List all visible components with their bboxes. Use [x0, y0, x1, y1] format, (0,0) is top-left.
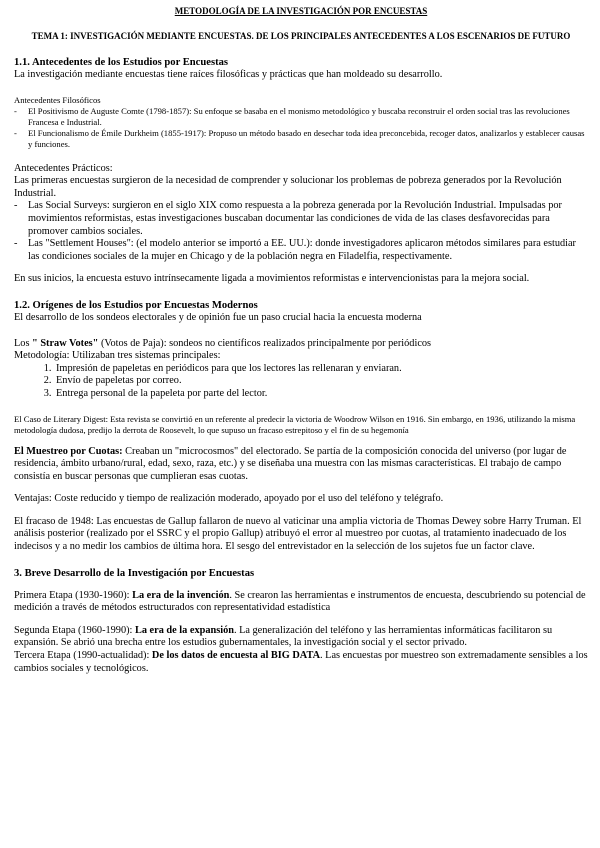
stage-1-rest: . Se crearon las herramientas e instrumentos de encuesta, descubriendo su potencial de medición a través de métodos estructurados con representatividad estadística	[14, 589, 586, 614]
list-item: 3. Entrega personal de la papeleta por parte del lector.	[54, 388, 588, 401]
stage-3-term: De los datos de encuesta al BIG DATA	[151, 650, 321, 662]
section-heading-1-1: 1.1. Antecedentes de los Estudios por Encuestas	[14, 57, 229, 68]
practical-label: Antecedentes Prácticos:	[14, 162, 113, 174]
failure-1948-paragraph: El fracaso de 1948: Las encuestas de Gallup fallaron de nuevo al vaticinar una amplia victoria de Thomas Dewey sobre Harry Truman. El análisis posterior (realizado por el SSRC y el propio Gallup) atribuyó el error al muestreo por cuotas, al tratamiento inadecuado de los indecisos y a no medir los cambios de última hora. El sesgo del entrevistador en la selección de los sujetos fue un factor clave.	[14, 515, 582, 553]
section-1-1-closing: En sus inicios, la encuesta estuvo intrínsecamente ligada a movimientos reformistas e intervencionistas para la mejora social.	[14, 273, 530, 285]
section-1-1-intro: La investigación mediante encuestas tiene raíces filosóficas y prácticas que han moldeado su desarrollo.	[14, 69, 443, 80]
advantages-paragraph: Ventajas: Coste reducido y tiempo de realización moderado, apoyado por el uso del teléfono y telégrafo.	[14, 493, 444, 505]
philosophical-label: Antecedentes Filosóficos	[14, 94, 101, 105]
practical-list	[14, 200, 588, 263]
stage-1-term: La era de la invención	[132, 589, 230, 601]
stage-3-paragraph	[14, 650, 588, 675]
list-item: - Las Social Surveys: surgieron en el siglo XIX como respuesta a la pobreza generada por la Revolución Industrial. Impulsadas por movimientos reformistas, estas investigaciones buscaban documentar las condiciones de vida de las clases desfavorecidas para promover cambios sociales.	[14, 200, 588, 238]
quota-term: El Muestreo por Cuotas:	[14, 445, 123, 457]
list-item: 2. Envío de papeletas por correo.	[54, 375, 588, 388]
stage-3-rest: . Las encuestas por muestreo son extremadamente sensibles a los cambios sociales y tecnológicos.	[14, 650, 588, 674]
stage-2-prefix: Segunda Etapa (1960-1990):	[14, 624, 135, 636]
philosophical-list	[14, 106, 588, 150]
straw-votes-paragraph	[14, 338, 588, 351]
section-heading-1-2: 1.2. Orígenes de los Estudios por Encuestas Modernos	[14, 299, 258, 311]
document-title: METODOLOGÍA DE LA INVESTIGACIÓN POR ENCUESTAS	[174, 6, 428, 16]
stage-1-paragraph	[14, 590, 588, 615]
stage-2-term: La era de la expansión	[134, 624, 234, 636]
literary-digest-paragraph: El Caso de Literary Digest: Esta revista se convirtió en un referente al predecir la victoria de Woodrow Wilson en 1916. Sin embargo, en 1936, utilizando la misma metodología dudosa, predijo la derrota de Roosevelt, lo que supuso un fracaso estrepitoso y el fin de su hegemonía	[14, 413, 576, 435]
section-1-2-intro: El desarrollo de los sondeos electorales y de opinión fue un paso crucial hacia la encuesta moderna	[14, 311, 422, 323]
straw-prefix: Los	[14, 337, 33, 349]
straw-rest: (Votos de Paja): sondeos no científicos realizados principalmente por periódicos	[98, 337, 432, 349]
list-item: - El Funcionalismo de Émile Durkheim (1855-1917): Propuso un método basado en desechar toda idea preconcebida, recoger datos, analizarlos y establecer causas y funciones.	[14, 128, 588, 150]
stage-1-prefix: Primera Etapa (1930-1960):	[14, 589, 133, 601]
methods-list	[14, 363, 588, 401]
straw-votes-term: " Straw Votes"	[32, 337, 99, 349]
stage-2-rest: . La generalización del teléfono y las herramientas informáticas facilitaron su expansión. Se abrió una brecha entre los estudios gubernamentales, la investigación social y el sector privado.	[14, 624, 553, 649]
list-item: - El Positivismo de Auguste Comte (1798-1857): Su enfoque se basaba en el monismo metodológico y buscaba reconstruir el orden social tras las revoluciones Francesa e Industrial.	[14, 106, 588, 128]
section-heading-3: 3. Breve Desarrollo de la Investigación por Encuestas	[14, 567, 255, 579]
list-item: - Las "Settlement Houses": (el modelo anterior se importó a EE. UU.): donde investigadores aplicaron métodos similares para estudiar las condiciones sociales de la mujer en Chicago y de la población negra en Filadelfia, respectivamente.	[14, 238, 588, 263]
document-subtitle: TEMA 1: INVESTIGACIÓN MEDIANTE ENCUESTAS. DE LOS PRINCIPALES ANTECEDENTES A LOS ESCENARIOS DE FUTURO	[31, 31, 571, 41]
methodology-line: Metodología: Utilizaban tres sistemas principales:	[14, 350, 221, 362]
quota-rest: Creaban un "microcosmos" del electorado. Se partía de la composición conocida del universo (por lugar de residencia, ámbito urbano/rural, edad, sexo, raza, etc.) y se diseñaba una muestra con las mismas características. El trabajo de campo consistía en buscar personas que cumplieran esas cuotas.	[14, 445, 567, 482]
list-item: 1. Impresión de papeletas en periódicos para que los lectores las rellenaran y enviaran.	[54, 363, 588, 376]
quota-paragraph	[14, 446, 588, 484]
stage-3-prefix: Tercera Etapa (1990-actualidad):	[14, 650, 152, 662]
stage-2-paragraph	[14, 625, 588, 650]
practical-intro: Las primeras encuestas surgieron de la necesidad de comprender y solucionar los problemas de pobreza generados por la Revolución Industrial.	[14, 175, 562, 199]
